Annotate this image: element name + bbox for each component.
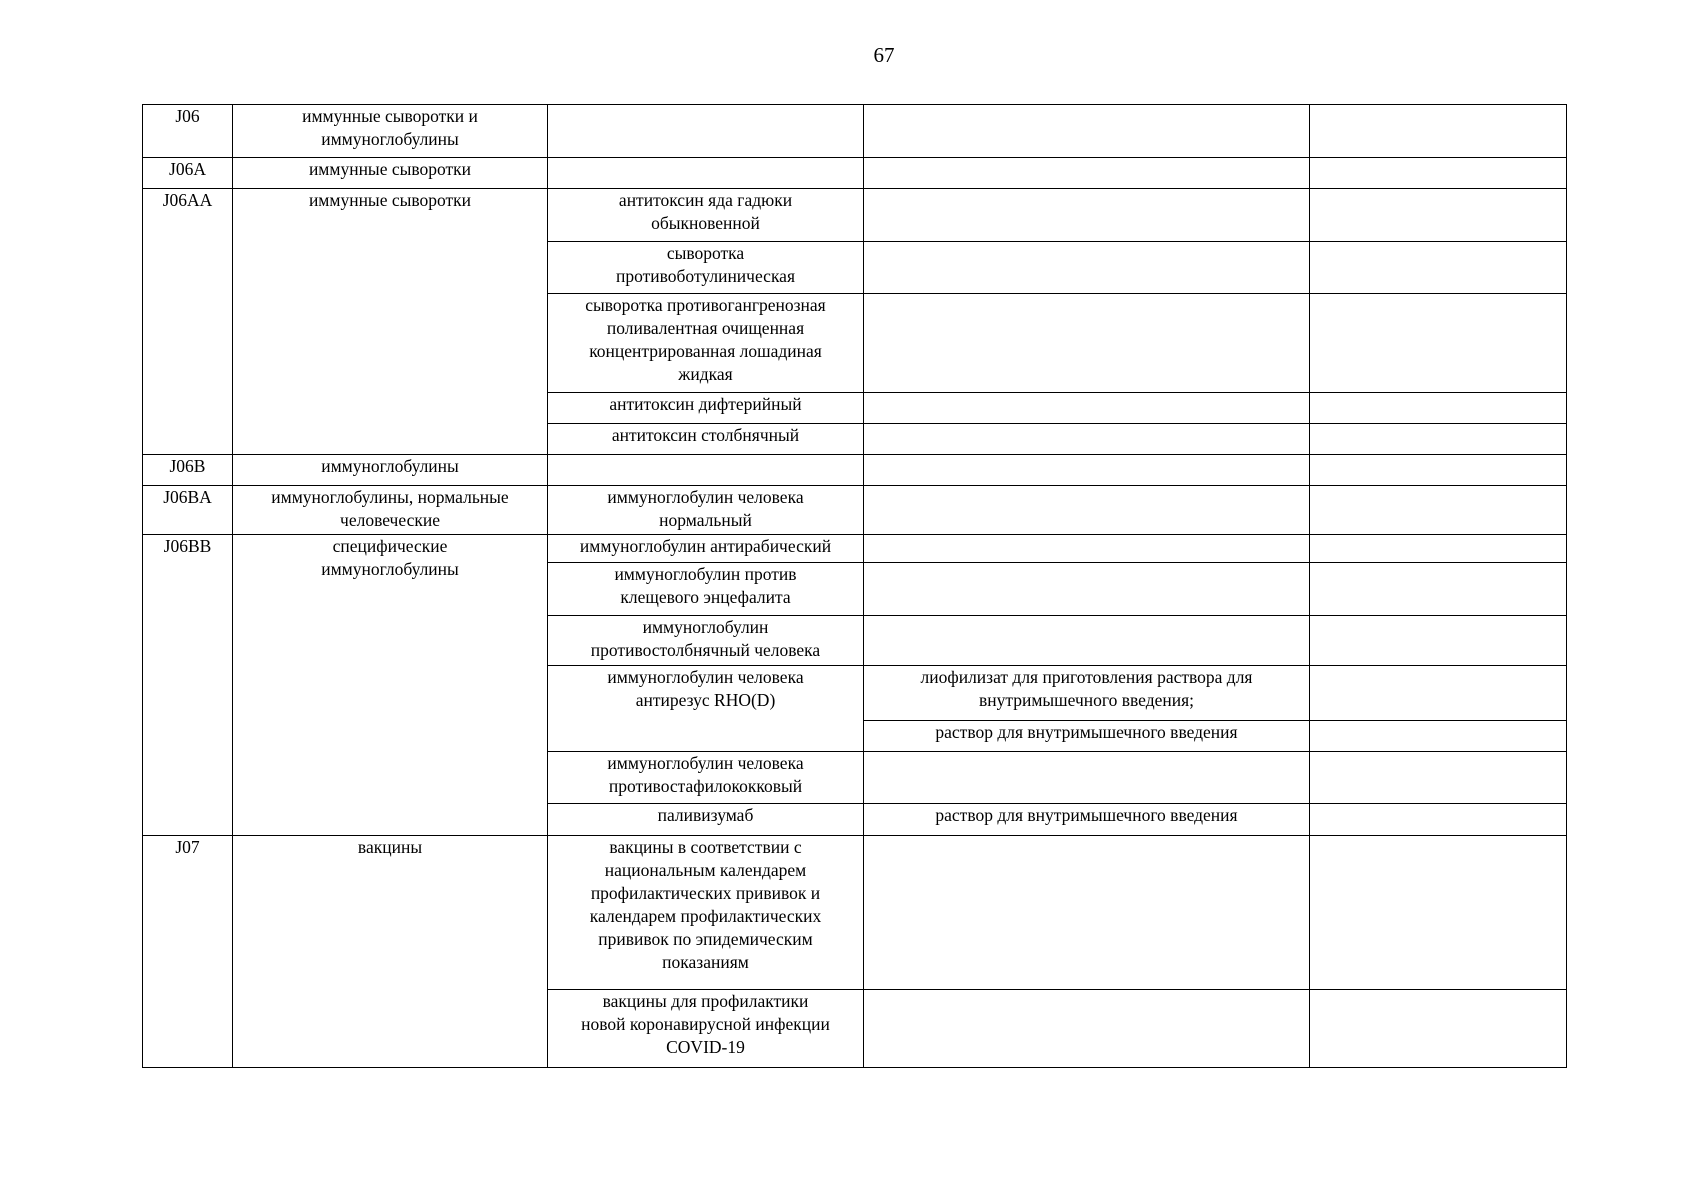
drug-cell xyxy=(548,455,864,486)
extra-cell xyxy=(1310,294,1567,393)
extra-cell xyxy=(1310,616,1567,666)
extra-cell xyxy=(1310,836,1567,990)
drug-cell: вакцины в соответствии с национальным календарем профилактических прививок и календарем профилактических прививок по эпидемическим показаниям xyxy=(548,836,864,990)
form-cell xyxy=(864,563,1310,616)
extra-cell xyxy=(1310,752,1567,804)
atc-code-cell: J06 xyxy=(143,105,233,158)
drug-cell: иммуноглобулин человека противостафилококковый xyxy=(548,752,864,804)
atc-code-cell: J06BA xyxy=(143,486,233,535)
extra-cell xyxy=(1310,424,1567,455)
atc-group-cell: иммунные сыворотки xyxy=(233,189,548,455)
drug-cell xyxy=(548,158,864,189)
drug-cell: паливизумаб xyxy=(548,804,864,836)
form-cell: раствор для внутримышечного введения xyxy=(864,721,1310,752)
form-cell xyxy=(864,105,1310,158)
form-cell xyxy=(864,990,1310,1068)
drug-cell: иммуноглобулин антирабический xyxy=(548,535,864,563)
form-cell xyxy=(864,535,1310,563)
atc-group-cell: иммунные сыворотки и иммуноглобулины xyxy=(233,105,548,158)
drug-cell: антитоксин столбнячный xyxy=(548,424,864,455)
atc-code-cell: J06AA xyxy=(143,189,233,455)
form-cell xyxy=(864,294,1310,393)
extra-cell xyxy=(1310,563,1567,616)
atc-group-cell: иммуноглобулины xyxy=(233,455,548,486)
form-cell xyxy=(864,752,1310,804)
table-row xyxy=(143,836,1567,990)
extra-cell xyxy=(1310,535,1567,563)
atc-code-cell: J06BB xyxy=(143,535,233,836)
drug-cell: иммуноглобулин человека нормальный xyxy=(548,486,864,535)
atc-group-cell: иммунные сыворотки xyxy=(233,158,548,189)
form-cell xyxy=(864,242,1310,294)
drug-cell: иммуноглобулин противостолбнячный человека xyxy=(548,616,864,666)
table-row xyxy=(143,455,1567,486)
drug-cell: иммуноглобулин человека антирезус RHO(D) xyxy=(548,666,864,752)
extra-cell xyxy=(1310,242,1567,294)
table-row xyxy=(143,189,1567,242)
extra-cell xyxy=(1310,990,1567,1068)
form-cell xyxy=(864,393,1310,424)
drug-cell: сыворотка противоботулиническая xyxy=(548,242,864,294)
extra-cell xyxy=(1310,158,1567,189)
atc-group-cell: специфические иммуноглобулины xyxy=(233,535,548,836)
atc-code-cell: J07 xyxy=(143,836,233,1068)
table-row xyxy=(143,486,1567,535)
atc-group-cell: вакцины xyxy=(233,836,548,1068)
form-cell xyxy=(864,455,1310,486)
atc-code-cell: J06B xyxy=(143,455,233,486)
extra-cell xyxy=(1310,804,1567,836)
form-cell xyxy=(864,158,1310,189)
drug-cell: вакцины для профилактики новой коронавирусной инфекции COVID-19 xyxy=(548,990,864,1068)
drug-cell: иммуноглобулин против клещевого энцефалита xyxy=(548,563,864,616)
extra-cell xyxy=(1310,721,1567,752)
table-row xyxy=(143,535,1567,563)
table-row xyxy=(143,105,1567,158)
extra-cell xyxy=(1310,393,1567,424)
page-number: 67 xyxy=(873,43,895,67)
extra-cell xyxy=(1310,486,1567,535)
extra-cell xyxy=(1310,189,1567,242)
table-row xyxy=(143,158,1567,189)
atc-code-cell: J06A xyxy=(143,158,233,189)
atc-group-cell: иммуноглобулины, нормальные человеческие xyxy=(233,486,548,535)
drug-table xyxy=(142,104,1567,1068)
drug-cell: антитоксин дифтерийный xyxy=(548,393,864,424)
form-cell xyxy=(864,836,1310,990)
extra-cell xyxy=(1310,105,1567,158)
drug-cell: антитоксин яда гадюки обыкновенной xyxy=(548,189,864,242)
form-cell xyxy=(864,486,1310,535)
form-cell xyxy=(864,189,1310,242)
form-cell xyxy=(864,424,1310,455)
extra-cell xyxy=(1310,455,1567,486)
form-cell xyxy=(864,616,1310,666)
drug-cell xyxy=(548,105,864,158)
drug-cell: сыворотка противогангренозная поливалентная очищенная концентрированная лошадиная жидкая xyxy=(548,294,864,393)
form-cell: раствор для внутримышечного введения xyxy=(864,804,1310,836)
form-cell: лиофилизат для приготовления раствора для внутримышечного введения; xyxy=(864,666,1310,721)
extra-cell xyxy=(1310,666,1567,721)
